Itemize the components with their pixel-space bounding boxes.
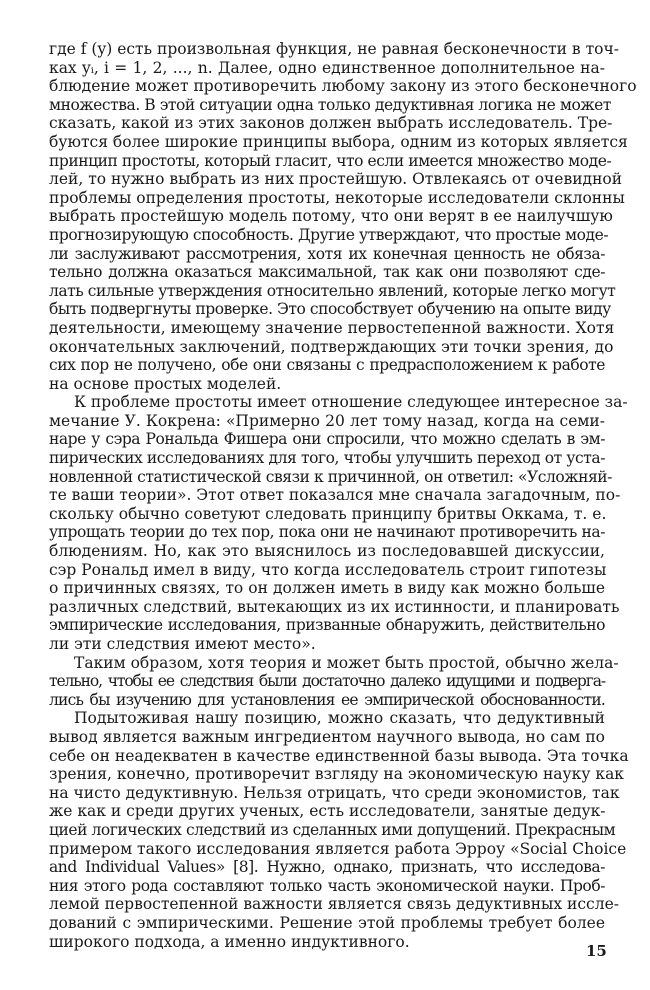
text-line: же как и среди других ученых, есть исследователи, занятые дедук- <box>49 802 606 821</box>
text-line: ли заслуживают рассмотрения, хотя их конечная ценность не обяза- <box>49 244 605 263</box>
paragraph-3 <box>49 653 619 710</box>
text-line: окончательных заключений, подтверждающих эти точки зрения, до <box>49 337 614 356</box>
text-line: новленной статистической связи к причинной, он ответил: «Усложняй- <box>49 467 612 486</box>
text-line: эмпирические исследования, призванные обнаружить, действительно <box>49 616 605 635</box>
paragraph-1 <box>49 40 637 393</box>
text-line: цией логических следствий из сделанных ими допущений. Прекрасным <box>49 820 616 839</box>
text-line: проблемы определения простоты, некоторые исследователи склонны <box>49 188 625 207</box>
text-line: те ваши теории». Этот ответ показался мне сначала загадочным, по- <box>49 486 621 505</box>
text-line: ли эти следствия имеют место». <box>49 635 316 653</box>
text-line: быть подвергнуты проверке. Это способствует обучению на опыте виду <box>49 300 611 319</box>
text-line: выбрать простейшую модель потому, что они верят в ее наилучшую <box>49 207 613 226</box>
text-line: ках yᵢ, i = 1, 2, ..., n. Далее, одно единственное дополнительное на- <box>49 58 605 77</box>
text-line: принцип простоты, который гласит, что если имеется множество моде- <box>49 151 612 170</box>
text-line: блюдениям. Но, как это выяснилось из последовавшей дискуссии, <box>49 542 605 561</box>
text-line: на чисто дедуктивную. Нельзя отрицать, что среди экономистов, так <box>49 783 620 802</box>
text-line: сих пор не получено, обе они связаны с предрасположением к работе <box>49 356 605 375</box>
text-line: широкого подхода, а именно индуктивного. <box>49 932 410 951</box>
text-line: вывод является важным ингредиентом научного вывода, но сам по <box>49 727 605 746</box>
text-line: деятельности, имеющему значение первостепенной важности. Хотя <box>49 318 615 337</box>
text-line: and Individual Values» [8]. Нужно, однако, признать, что исследова- <box>49 858 605 877</box>
text-line: различных следствий, вытекающих из их истинности, и планировать <box>49 597 620 616</box>
text-line: упрощать теории до тех пор, пока они не начинают противоречить на- <box>49 523 605 542</box>
text-line: множества. В этой ситуации одна только дедуктивная логика не может <box>49 95 611 114</box>
text-line: Таким образом, хотя теория и может быть простой, обычно жела- <box>74 653 619 672</box>
text-line: на основе простых моделей. <box>49 374 282 393</box>
text-line: Подытоживая нашу позицию, можно сказать, что дедуктивный <box>74 709 605 728</box>
text-line: мечание У. Кокрена: «Примерно 20 лет тому назад, когда на семи- <box>49 411 605 430</box>
text-line: пирических исследованиях для того, чтобы улучшить переход от уста- <box>49 449 605 468</box>
text-line: ния этого рода составляют только часть экономической науки. Проб- <box>49 876 605 895</box>
text-line: лись бы изучению для установления ее эмпирической обоснованности. <box>49 690 605 709</box>
text-line: лемой первостепенной важности является связь дедуктивных иссле- <box>49 895 619 914</box>
text-line: где f (y) есть произвольная функция, не равная бесконечности в точ- <box>49 40 619 58</box>
text-line: тельно должна оказаться максимальной, так как они позволяют сде- <box>49 263 605 282</box>
text-line: прогнозирующую способность. Другие утверждают, что простые моде- <box>49 225 609 244</box>
text-line: сэр Рональд имел в виду, что когда исследователь строит гипотезы <box>49 560 607 579</box>
text-line: тельно, чтобы ее следствия были достаточно далеко идущими и подверга- <box>49 672 605 691</box>
text-line: примером такого исследования является работа Эрроу «Social Choice <box>49 839 627 858</box>
text-line: зрения, конечно, противоречит взгляду на экономическую науку как <box>49 765 624 784</box>
text-line: лать сильные утверждения относительно явлений, которые легко могут <box>49 281 616 300</box>
text-line: о причинных связях, то он должен иметь в виду как можно больше <box>49 579 605 598</box>
text-line: наре у сэра Рональда Фишера они спросили, что можно сделать в эм- <box>49 430 605 449</box>
text-line: дований с эмпирическими. Решение этой проблемы требует более <box>49 913 605 932</box>
text-line: лей, то нужно выбрать из них простейшую. Отвлекаясь от очевидной <box>49 170 623 189</box>
page-number: 15 <box>586 942 607 960</box>
text-line: сказать, какой из этих законов должен выбрать исследователь. Тре- <box>49 114 613 133</box>
text-line: блюдение может противоречить любому закону из этого бесконечного <box>49 77 637 96</box>
text-line: себе он неадекватен в качестве единственной базы вывода. Эта точка <box>49 746 629 765</box>
text-line: К проблеме простоты имеет отношение следующее интересное за- <box>74 393 628 412</box>
paragraph-2 <box>49 393 628 653</box>
text-line: скольку обычно советуют следовать принципу бритвы Оккама, т. е. <box>49 504 607 523</box>
text-line: буются более широкие принципы выбора, одним из которых является <box>49 132 628 151</box>
